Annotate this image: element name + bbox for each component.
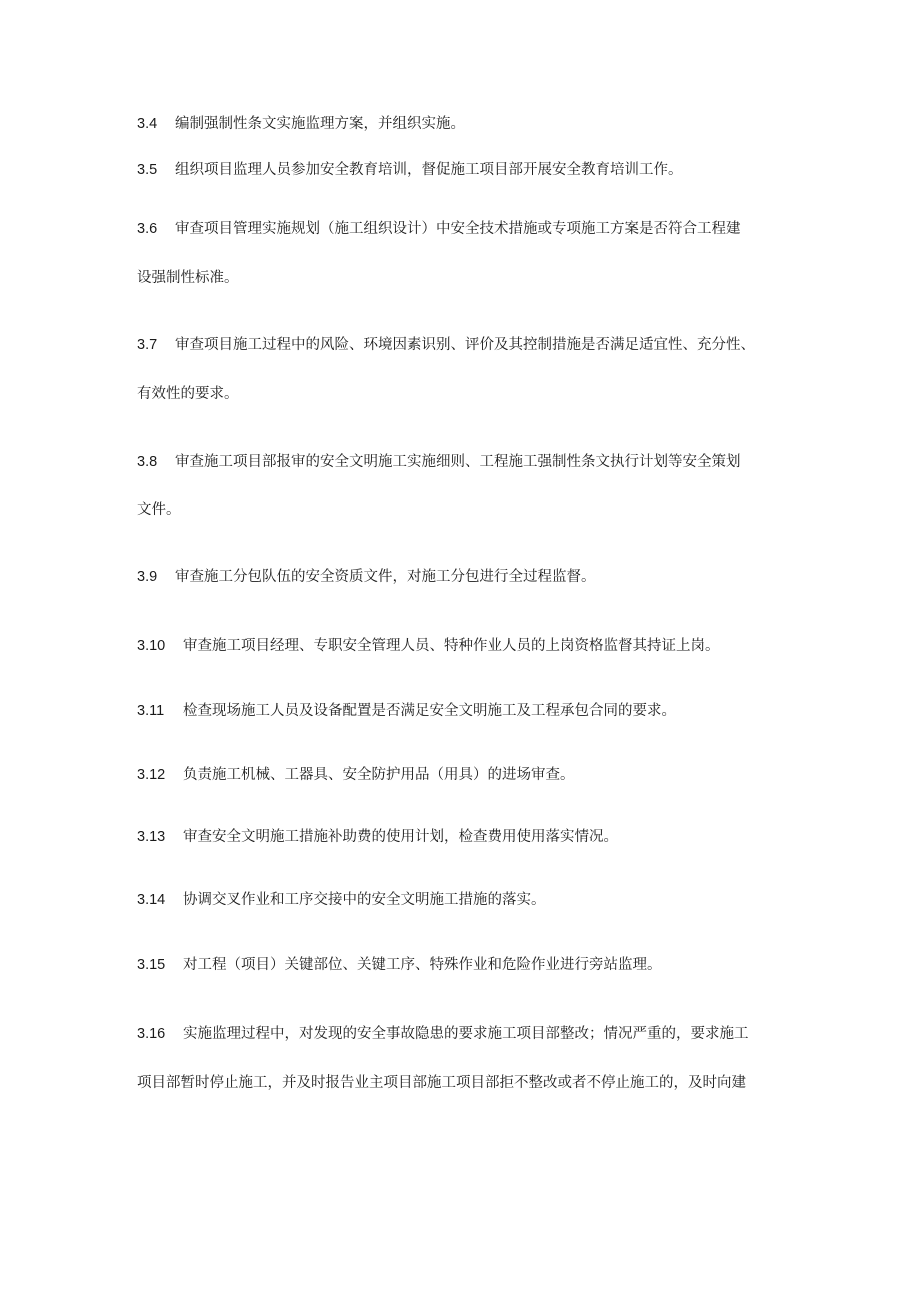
item-number: 3.16 — [137, 1026, 166, 1042]
item-3-7 — [137, 335, 755, 355]
item-3-6 — [137, 219, 741, 239]
item-3-4 — [137, 114, 465, 134]
item-number: 3.12 — [137, 767, 166, 783]
item-number: 3.11 — [137, 703, 165, 719]
item-3-15 — [137, 955, 662, 975]
item-text: 审查项目管理实施规划（施工组织设计）中安全技术措施或专项施工方案是否符合工程建 — [175, 221, 741, 237]
item-text: 项目部暂时停止施工，并及时报告业主项目部施工项目部拒不整改或者不停止施工的，及时向建 — [137, 1075, 746, 1091]
item-text: 对工程（项目）关键部位、关键工序、特殊作业和危险作业进行旁站监理。 — [183, 957, 662, 973]
item-3-5 — [137, 160, 683, 180]
item-number: 3.5 — [137, 162, 158, 178]
item-text: 有效性的要求。 — [137, 386, 239, 402]
item-3-11 — [137, 701, 676, 721]
item-text: 实施监理过程中，对发现的安全事故隐患的要求施工项目部整改；情况严重的，要求施工 — [183, 1026, 749, 1042]
item-number: 3.13 — [137, 829, 166, 845]
item-number: 3.10 — [137, 638, 166, 654]
item-number: 3.9 — [137, 569, 158, 585]
item-3-13 — [137, 827, 618, 847]
item-text: 审查安全文明施工措施补助费的使用计划，检查费用使用落实情况。 — [183, 829, 618, 845]
item-3-14 — [137, 890, 546, 910]
item-text: 负责施工机械、工器具、安全防护用品（用具）的进场审查。 — [183, 767, 575, 783]
item-3-7-continued — [137, 384, 239, 404]
item-number: 3.14 — [137, 892, 166, 908]
item-text: 审查项目施工过程中的风险、环境因素识别、评价及其控制措施是否满足适宜性、充分性、 — [175, 337, 755, 353]
item-3-12 — [137, 765, 575, 785]
item-3-8-continued — [137, 500, 181, 520]
item-3-16-continued — [137, 1073, 746, 1093]
item-3-10 — [137, 636, 720, 656]
item-text: 文件。 — [137, 502, 181, 518]
item-text: 协调交叉作业和工序交接中的安全文明施工措施的落实。 — [183, 892, 546, 908]
item-number: 3.8 — [137, 454, 158, 470]
item-3-8 — [137, 452, 741, 472]
item-text: 审查施工项目经理、专职安全管理人员、特种作业人员的上岗资格监督其持证上岗。 — [183, 638, 720, 654]
item-3-9 — [137, 567, 596, 587]
item-3-6-continued — [137, 268, 239, 288]
item-text: 设强制性标准。 — [137, 270, 239, 286]
item-text: 编制强制性条文实施监理方案，并组织实施。 — [175, 116, 465, 132]
item-text: 检查现场施工人员及设备配置是否满足安全文明施工及工程承包合同的要求。 — [183, 703, 676, 719]
item-3-16 — [137, 1024, 749, 1044]
item-text: 审查施工分包队伍的安全资质文件，对施工分包进行全过程监督。 — [175, 569, 596, 585]
item-text: 组织项目监理人员参加安全教育培训，督促施工项目部开展安全教育培训工作。 — [175, 162, 683, 178]
item-text: 审查施工项目部报审的安全文明施工实施细则、工程施工强制性条文执行计划等安全策划 — [175, 454, 741, 470]
item-number: 3.7 — [137, 337, 158, 353]
item-number: 3.15 — [137, 957, 166, 973]
item-number: 3.4 — [137, 116, 158, 132]
item-number: 3.6 — [137, 221, 158, 237]
